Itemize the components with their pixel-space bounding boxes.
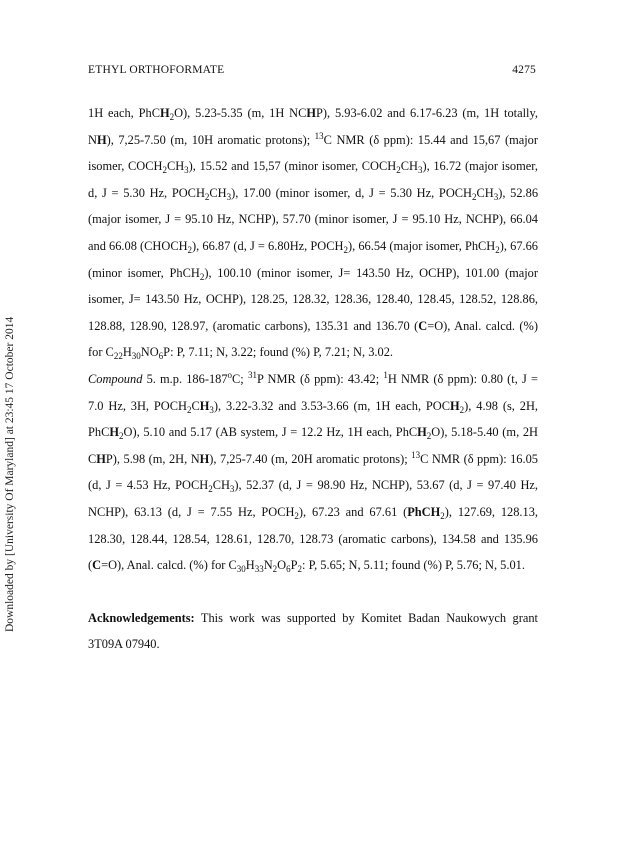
download-note: Downloaded by [University Of Maryland] at 23:45 17 October 2014 [4, 316, 16, 632]
article-body [88, 100, 538, 658]
acknowledgements [88, 605, 538, 658]
acknowledgements-text: This work was supported by Komitet Badan Naukowych grant 3T09A 07940. [88, 610, 538, 652]
running-title: ETHYL ORTHOFORMATE [88, 64, 225, 76]
compound-label: Compound [88, 371, 143, 386]
page-number: 4275 [512, 64, 536, 76]
nmr-data-paragraph: 1H each, PhCH$_2$O), 5.23-5.35 (m, 1H NCHP), 5.93-6.02 and 6.17-6.23 (m, 1H totally, NH), 7,25-7.50 (m, 10H aromatic protons); $^{13}$C NMR (δ ppm): 15.44 and 15,67 (major isomer, $COCH_2CH_3$), 15.52 and 15,57 (minor isomer, $COCH_2CH_3$), 16.72 (major isomer, d, J = 5.30 Hz, $POCH_2CH_3$), 17.00 (minor isomer, d, J = 5.30 Hz, $POCH_2CH_3$), 52.86 (major isomer, J = 95.10 Hz, NCHP), 57.70 (minor isomer, J = 95.10 Hz, NCHP), 66.04 and 66.08 $(CHOCH_2)$, 66.87 (d, J = 6.80Hz, $POCH_2$), 66.54 (major isomer, PhCH$_2$), 67.66 (minor isomer, PhCH$_2$), 100.10 (minor isomer, J= 143.50 Hz, OCHP), 101.00 (major isomer, J= 143.50 Hz, OCHP), 128.25, 128.32, 128.36, 128.40, 128.45, 128.52, 128.86, 128.88, 128.90, 128.97, (aromatic carbons), 135.31 and 136.70 (C=O), Anal. calcd. (%) for $C_{22}H_{30}NO_6P$: P, 7.11; N, 3.22; found (%) P, 7.21; N, 3.02. [88, 106, 539, 362]
acknowledgements-label: Acknowledgements: [88, 610, 195, 625]
compound-5-paragraph: Compound 5. m.p. 186-187$^o$C; $^{31}$P NMR (δ ppm): 43.42; $^1$H NMR (δ ppm): 0.80 (t, J = 7.0 Hz, 3H, $POCH_2CH_3$), 3.22-3.32 and 3.53-3.66 (m, 1H each, $POCH_2$), 4.98 (s, 2H, PhCH$_2$O), 5.10 and 5.17 (AB system, J = 12.2 Hz, 1H each, PhCH$_2$O), 5.18-5.40 (m, 2H CHP), 5.98 (m, 2H, NH), 7,25-7.40 (m, 20H aromatic protons); $^{13}$C NMR (δ ppm): 16.05 (d, J = 4.53 Hz, $POCH_2CH_3$), 52.37 (d, J = 98.90 Hz, NCHP), 53.67 (d, J = 97.40 Hz, NCHP), 63.13 (d, J = 7.55 Hz, $POCH_2$), 67.23 and 67.61 (PhCH$_2$), 127.69, 128.13, 128.30, 128.44, 128.54, 128.61, 128.70, 128.73 (aromatic carbons), 134.58 and 135.96 (C=O), Anal. calcd. (%) for $C_{30}H_{33}N_2O_6P_2$: P, 5.65; N, 5.11; found (%) P, 5.76; N, 5.01. [88, 369, 538, 575]
